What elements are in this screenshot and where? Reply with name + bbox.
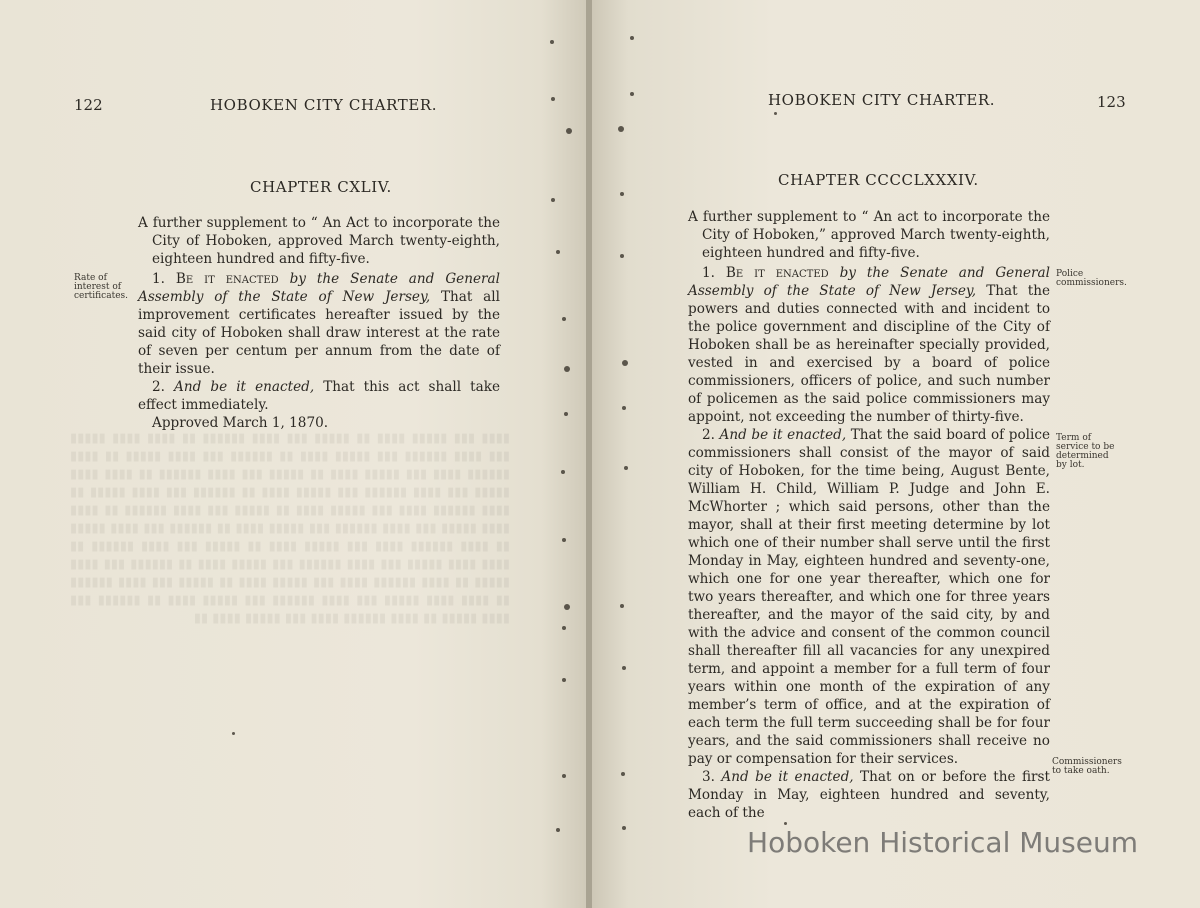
section-1-lead: 1. Be it enacted <box>702 265 829 281</box>
binding-hole <box>784 822 787 825</box>
section-3-body: That on or before the first Monday in May, eighteen hundred and seventy, each of the <box>688 769 1050 821</box>
margin-note: Police commissioners. <box>1056 269 1127 288</box>
section-2 <box>138 378 500 414</box>
section-3 <box>688 768 1050 822</box>
binding-hole <box>556 250 560 254</box>
binding-hole <box>561 470 565 474</box>
chapter-heading: CHAPTER CXLIV. <box>250 178 392 196</box>
page-number: 123 <box>1097 93 1126 111</box>
section-3-number: 3. <box>702 769 722 785</box>
margin-note: Commissioners to take oath. <box>1052 757 1122 776</box>
binding-hole <box>630 36 634 40</box>
binding-hole <box>551 97 555 101</box>
binding-hole <box>630 92 634 96</box>
right-page <box>592 0 1200 908</box>
binding-hole <box>562 538 566 542</box>
chapter-heading: CHAPTER CCCCLXXXIV. <box>778 171 979 189</box>
binding-hole <box>562 774 566 778</box>
binding-hole <box>550 40 554 44</box>
binding-hole <box>622 406 626 410</box>
section-1-body: That the powers and duties connected with and incident to the police government and discipline of the City of Hoboken shall be as hereinafter specially provided, vested in and exercised by a board of police commissioners, officers of police, and such number of policemen as the said police commissioners may appoint, not exceeding the number of thirty-five. <box>688 283 1050 425</box>
section-1-enacting: by the Senate and General Assembly of the State of New Jersey, <box>688 265 1050 299</box>
binding-hole <box>556 828 560 832</box>
left-page <box>0 0 588 908</box>
museum-watermark: Hoboken Historical Museum <box>747 826 1138 859</box>
section-1-enacting: by the Senate and General Assembly of the State of New Jersey, <box>138 271 500 305</box>
section-1 <box>138 270 500 378</box>
section-2-enacting: And be it enacted, <box>719 427 847 443</box>
section-2-enacting: And be it enacted, <box>174 379 315 395</box>
binding-hole <box>620 254 624 258</box>
binding-hole <box>774 112 777 115</box>
binding-hole <box>551 198 555 202</box>
act-title: A further supplement to “ An act to incorporate the City of Hoboken,” approved March twenty-eighth, eighteen hundred and fifty-five. <box>688 209 1050 261</box>
section-2-body: That this act shall take effect immediately. <box>138 379 500 413</box>
section-1 <box>688 264 1050 426</box>
approval-date: Approved March 1, 1870. <box>152 415 329 431</box>
running-head: HOBOKEN CITY CHARTER. <box>768 91 996 109</box>
margin-note: Term of service to be determined by lot. <box>1056 433 1115 470</box>
binding-hole <box>621 772 625 776</box>
binding-hole <box>564 604 570 610</box>
show-through-fill: ▮▮▮▮ ▮▮▮ ▮▮▮▮▮ ▮▮▮▮ ▮▮ ▮▮▮▮▮ ▮▮▮ ▮▮▮▮ ▮▮▮▮▮▮ ▮▮ ▮▮▮▮ ▮▮▮▮ ▮▮▮▮▮ ▮▮▮ ▮▮▮▮ ▮▮▮▮▮▮ ▮▮▮ ▮▮▮▮▮ ▮▮▮▮ ▮▮ ▮▮▮▮▮▮ ▮▮▮ ▮▮▮▮ ▮▮▮▮▮ ▮▮ ▮▮▮▮ ▮▮▮▮▮▮ ▮▮▮▮ ▮▮▮ ▮▮▮▮▮ ▮▮▮▮ ▮▮ ▮▮▮▮▮ ▮▮▮ ▮▮▮▮ ▮▮▮▮▮▮ ▮▮ ▮▮▮▮ ▮▮▮▮ ▮▮▮▮▮ ▮▮▮ ▮▮▮▮ ▮▮▮▮▮▮ ▮▮▮ ▮▮▮▮▮ ▮▮▮▮ ▮▮ ▮▮▮▮▮▮ ▮▮▮ ▮▮▮▮ ▮▮▮▮▮ ▮▮ ▮▮▮▮ ▮▮▮▮▮▮ ▮▮▮▮ ▮▮▮ ▮▮▮▮▮ ▮▮▮▮ ▮▮ ▮▮▮▮▮ ▮▮▮ ▮▮▮▮ ▮▮▮▮▮▮ ▮▮ ▮▮▮▮ ▮▮▮▮ ▮▮▮▮▮ ▮▮▮ ▮▮▮▮ ▮▮▮▮▮▮ ▮▮▮ ▮▮▮▮▮ ▮▮▮▮ ▮▮ ▮▮▮▮▮▮ ▮▮▮ ▮▮▮▮ ▮▮▮▮▮ ▮▮ ▮▮▮▮ ▮▮▮▮▮▮ ▮▮▮▮ ▮▮▮ ▮▮▮▮▮ ▮▮▮▮ ▮▮ ▮▮▮▮▮ ▮▮▮ ▮▮▮▮ ▮▮▮▮▮▮ ▮▮ ▮▮▮▮ ▮▮▮▮ ▮▮▮▮▮ ▮▮▮ ▮▮▮▮ ▮▮▮▮▮▮ ▮▮▮ ▮▮▮▮▮ ▮▮▮▮ ▮▮ ▮▮▮▮▮▮ ▮▮▮ ▮▮▮▮ ▮▮▮▮▮ ▮▮ ▮▮▮▮ ▮▮▮▮▮▮ ▮▮▮▮ ▮▮▮ ▮▮▮▮▮ ▮▮▮▮ ▮▮ ▮▮▮▮▮ ▮▮▮ ▮▮▮▮ ▮▮▮▮▮▮ ▮▮ ▮▮▮▮ ▮▮▮▮ ▮▮▮▮▮ ▮▮▮ ▮▮▮▮ ▮▮▮▮▮▮ ▮▮▮ ▮▮▮▮▮ ▮▮▮▮ ▮▮ ▮▮▮▮▮▮ ▮▮▮ ▮▮▮▮ ▮▮▮▮▮ ▮▮ ▮▮▮▮ ▮▮▮▮▮▮ ▮▮▮▮ ▮▮▮ ▮▮▮▮▮ ▮▮▮▮ ▮▮ <box>70 431 510 626</box>
binding-hole <box>562 317 566 321</box>
binding-hole <box>562 626 566 630</box>
margin-note: Rate of interest of certificates. <box>74 273 128 301</box>
section-2 <box>688 426 1050 768</box>
section-2-number: 2. <box>702 427 720 443</box>
act-text <box>688 208 1050 822</box>
binding-hole <box>622 360 628 366</box>
binding-hole <box>620 604 624 608</box>
binding-hole <box>566 128 572 134</box>
act-title: A further supplement to “ An Act to incorporate the City of Hoboken, approved March twenty-eighth, eighteen hundred and fifty-five. <box>138 215 500 267</box>
section-1-body: That all improvement certificates hereafter issued by the said city of Hoboken shall draw interest at the rate of seven per centum per annum from the date of their issue. <box>138 289 500 377</box>
show-through-text <box>70 430 510 770</box>
binding-hole <box>232 732 235 735</box>
page-number: 122 <box>74 96 103 114</box>
binding-hole <box>620 192 624 196</box>
section-3-enacting: And be it enacted, <box>721 769 854 785</box>
running-head: HOBOKEN CITY CHARTER. <box>210 96 438 114</box>
binding-hole <box>622 666 626 670</box>
binding-hole <box>622 826 626 830</box>
binding-hole <box>618 126 624 132</box>
section-2-body: That the said board of police commissioners shall consist of the mayor of said city of Hoboken, for the time being, August Bente, William H. Child, William P. Judge and John E. McWhorter ; which said persons, other than the mayor, shall at their first meeting determine by lot which one of their number shall serve until the first Monday in May, eighteen hundred and seventy-one, which one for one year thereafter, which one for two years thereafter, and which one for three years thereafter, and the mayor of the said city, by and with the advice and consent of the common council shall thereafter fill all vacancies for any unexpired term, and appoint a member for a full term of four years within one month of the expiration of any member’s term of office, and at the expiration of each term the full term succeeding shall be for four years, and the said commissioners shall receive no pay or compensation for their services. <box>688 427 1050 767</box>
binding-hole <box>562 678 566 682</box>
binding-hole <box>624 466 628 470</box>
act-text <box>138 214 500 432</box>
binding-hole <box>564 366 570 372</box>
section-1-lead: 1. Be it enacted <box>152 271 279 287</box>
binding-hole <box>564 412 568 416</box>
section-2-number: 2. <box>152 379 175 395</box>
